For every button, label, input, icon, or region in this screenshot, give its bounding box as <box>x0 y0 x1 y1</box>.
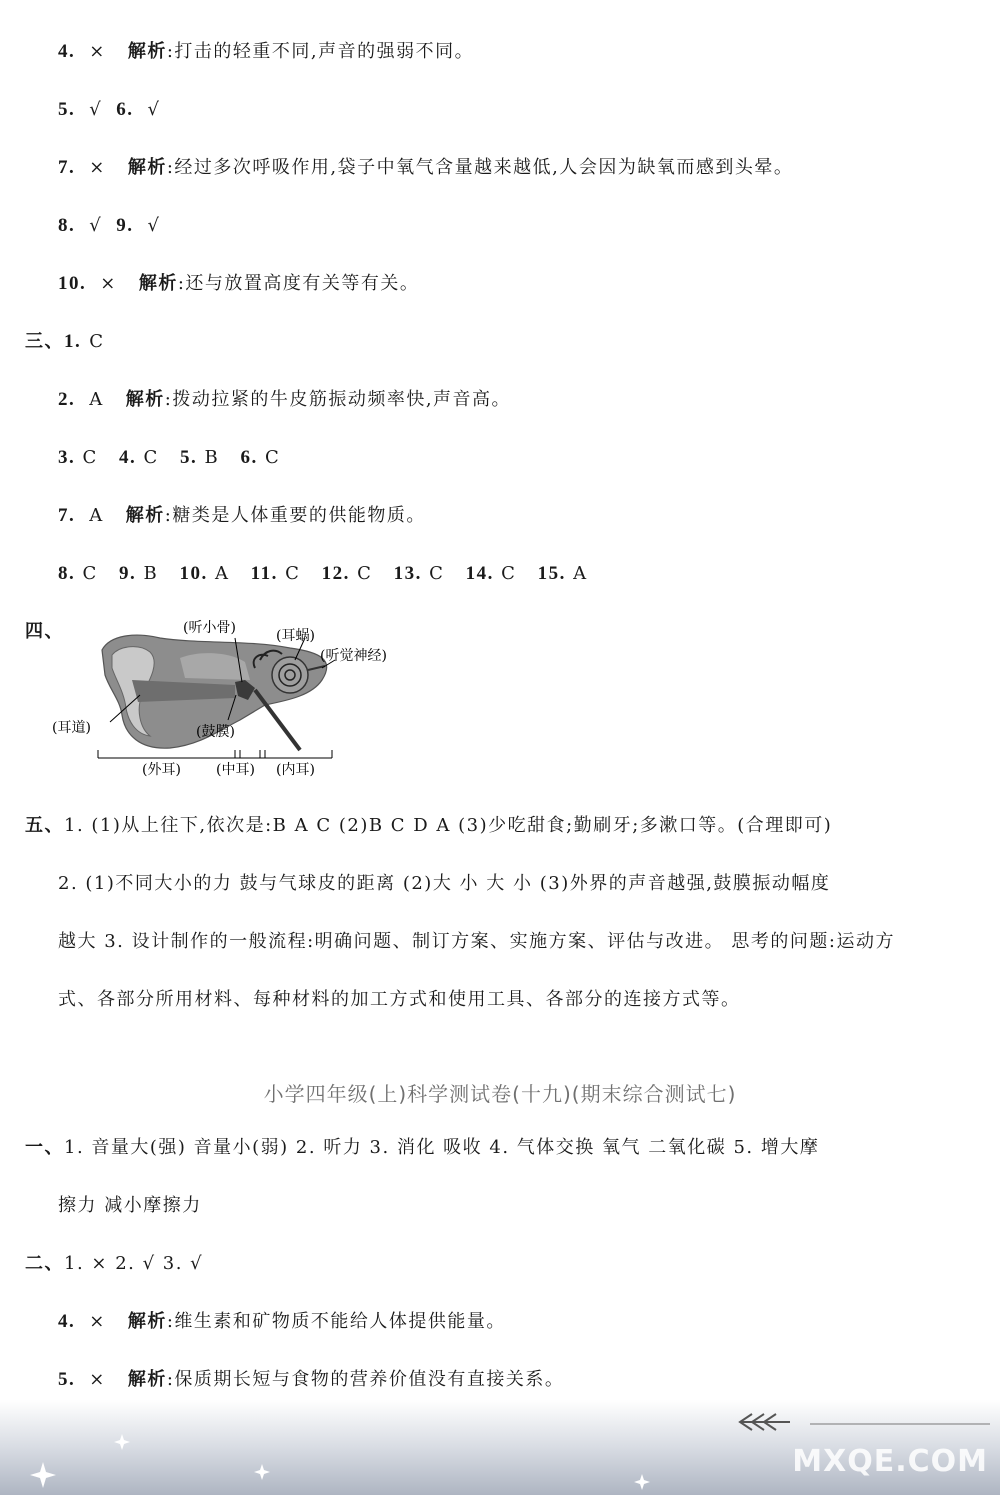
part2-section-1-line-2: 擦力 减小摩擦力 <box>58 1195 202 1216</box>
answer-line-8-9: 8. √ 9. √ <box>58 215 161 236</box>
answer-line-4: 4. × 解析:打击的轻重不同,声音的强弱不同。 <box>58 41 475 62</box>
part2-section-2-q5: 5. × 解析:保质期长短与食物的营养价值没有直接关系。 <box>58 1369 565 1390</box>
section-5-line-2: 2. (1)不同大小的力 鼓与气球皮的距离 (2)大 小 大 小 (3)外界的声音越强,鼓膜振动幅度 <box>58 873 831 894</box>
label-auditory-nerve: (听觉神经) <box>320 648 387 664</box>
answer-line-7: 7. × 解析:经过多次呼吸作用,袋子中氧气含量越来越低,人会因为缺氧而感到头晕。 <box>58 157 794 178</box>
section-3-q7: 7. A 解析:糖类是人体重要的供能物质。 <box>58 505 426 526</box>
section-5-line-4: 式、各部分所用材料、每种材料的加工方式和使用工具、各部分的连接方式等。 <box>58 989 741 1010</box>
label-outer-ear: (外耳) <box>142 762 181 778</box>
label-eardrum: (鼓膜) <box>196 724 235 740</box>
section-5-line-3: 越大 3. 设计制作的一般流程:明确问题、制订方案、实施方案、评估与改进。 思考的问题:运动方 <box>58 931 895 952</box>
label-inner-ear: (内耳) <box>276 762 315 778</box>
section-3-q1: 三、1. C <box>25 331 105 352</box>
part2-section-2-q4: 4. × 解析:维生素和矿物质不能给人体提供能量。 <box>58 1311 506 1332</box>
ear-diagram <box>50 610 430 780</box>
section-3-q8-15: 8. C 9. B 10. A 11. C 12. C 13. C 14. C 15. A <box>58 563 588 584</box>
label-middle-ear: (中耳) <box>216 762 255 778</box>
section-3-q3-6: 3. C 4. C 5. B 6. C <box>58 447 281 468</box>
label-ear-canal: (耳道) <box>52 720 91 736</box>
answer-line-5-6: 5. √ 6. √ <box>58 99 161 120</box>
label-cochlea: (耳蜗) <box>276 628 315 644</box>
test-paper-title: 小学四年级(上)科学测试卷(十九)(期末综合测试七) <box>263 1082 737 1106</box>
watermark-text: MXQE.COM <box>792 1444 988 1479</box>
section-3-q2: 2. A 解析:拨动拉紧的牛皮筋振动频率快,声音高。 <box>58 389 512 410</box>
part2-section-2-line-1: 二、1. × 2. √ 3. √ <box>25 1253 204 1274</box>
section-5-line-1: 五、1. (1)从上往下,依次是:B A C (2)B C D A (3)少吃甜食;勤刷牙;多漱口等。(合理即可) <box>25 815 833 836</box>
section-4-heading: 四、 <box>25 621 64 642</box>
label-ossicles: (听小骨) <box>183 620 236 636</box>
part2-section-1-line-1: 一、1. 音量大(强) 音量小(弱) 2. 听力 3. 消化 吸收 4. 气体交换 氧气 二氧化碳 5. 增大摩 <box>25 1137 820 1158</box>
answer-line-10: 10. × 解析:还与放置高度有关等有关。 <box>58 273 420 294</box>
